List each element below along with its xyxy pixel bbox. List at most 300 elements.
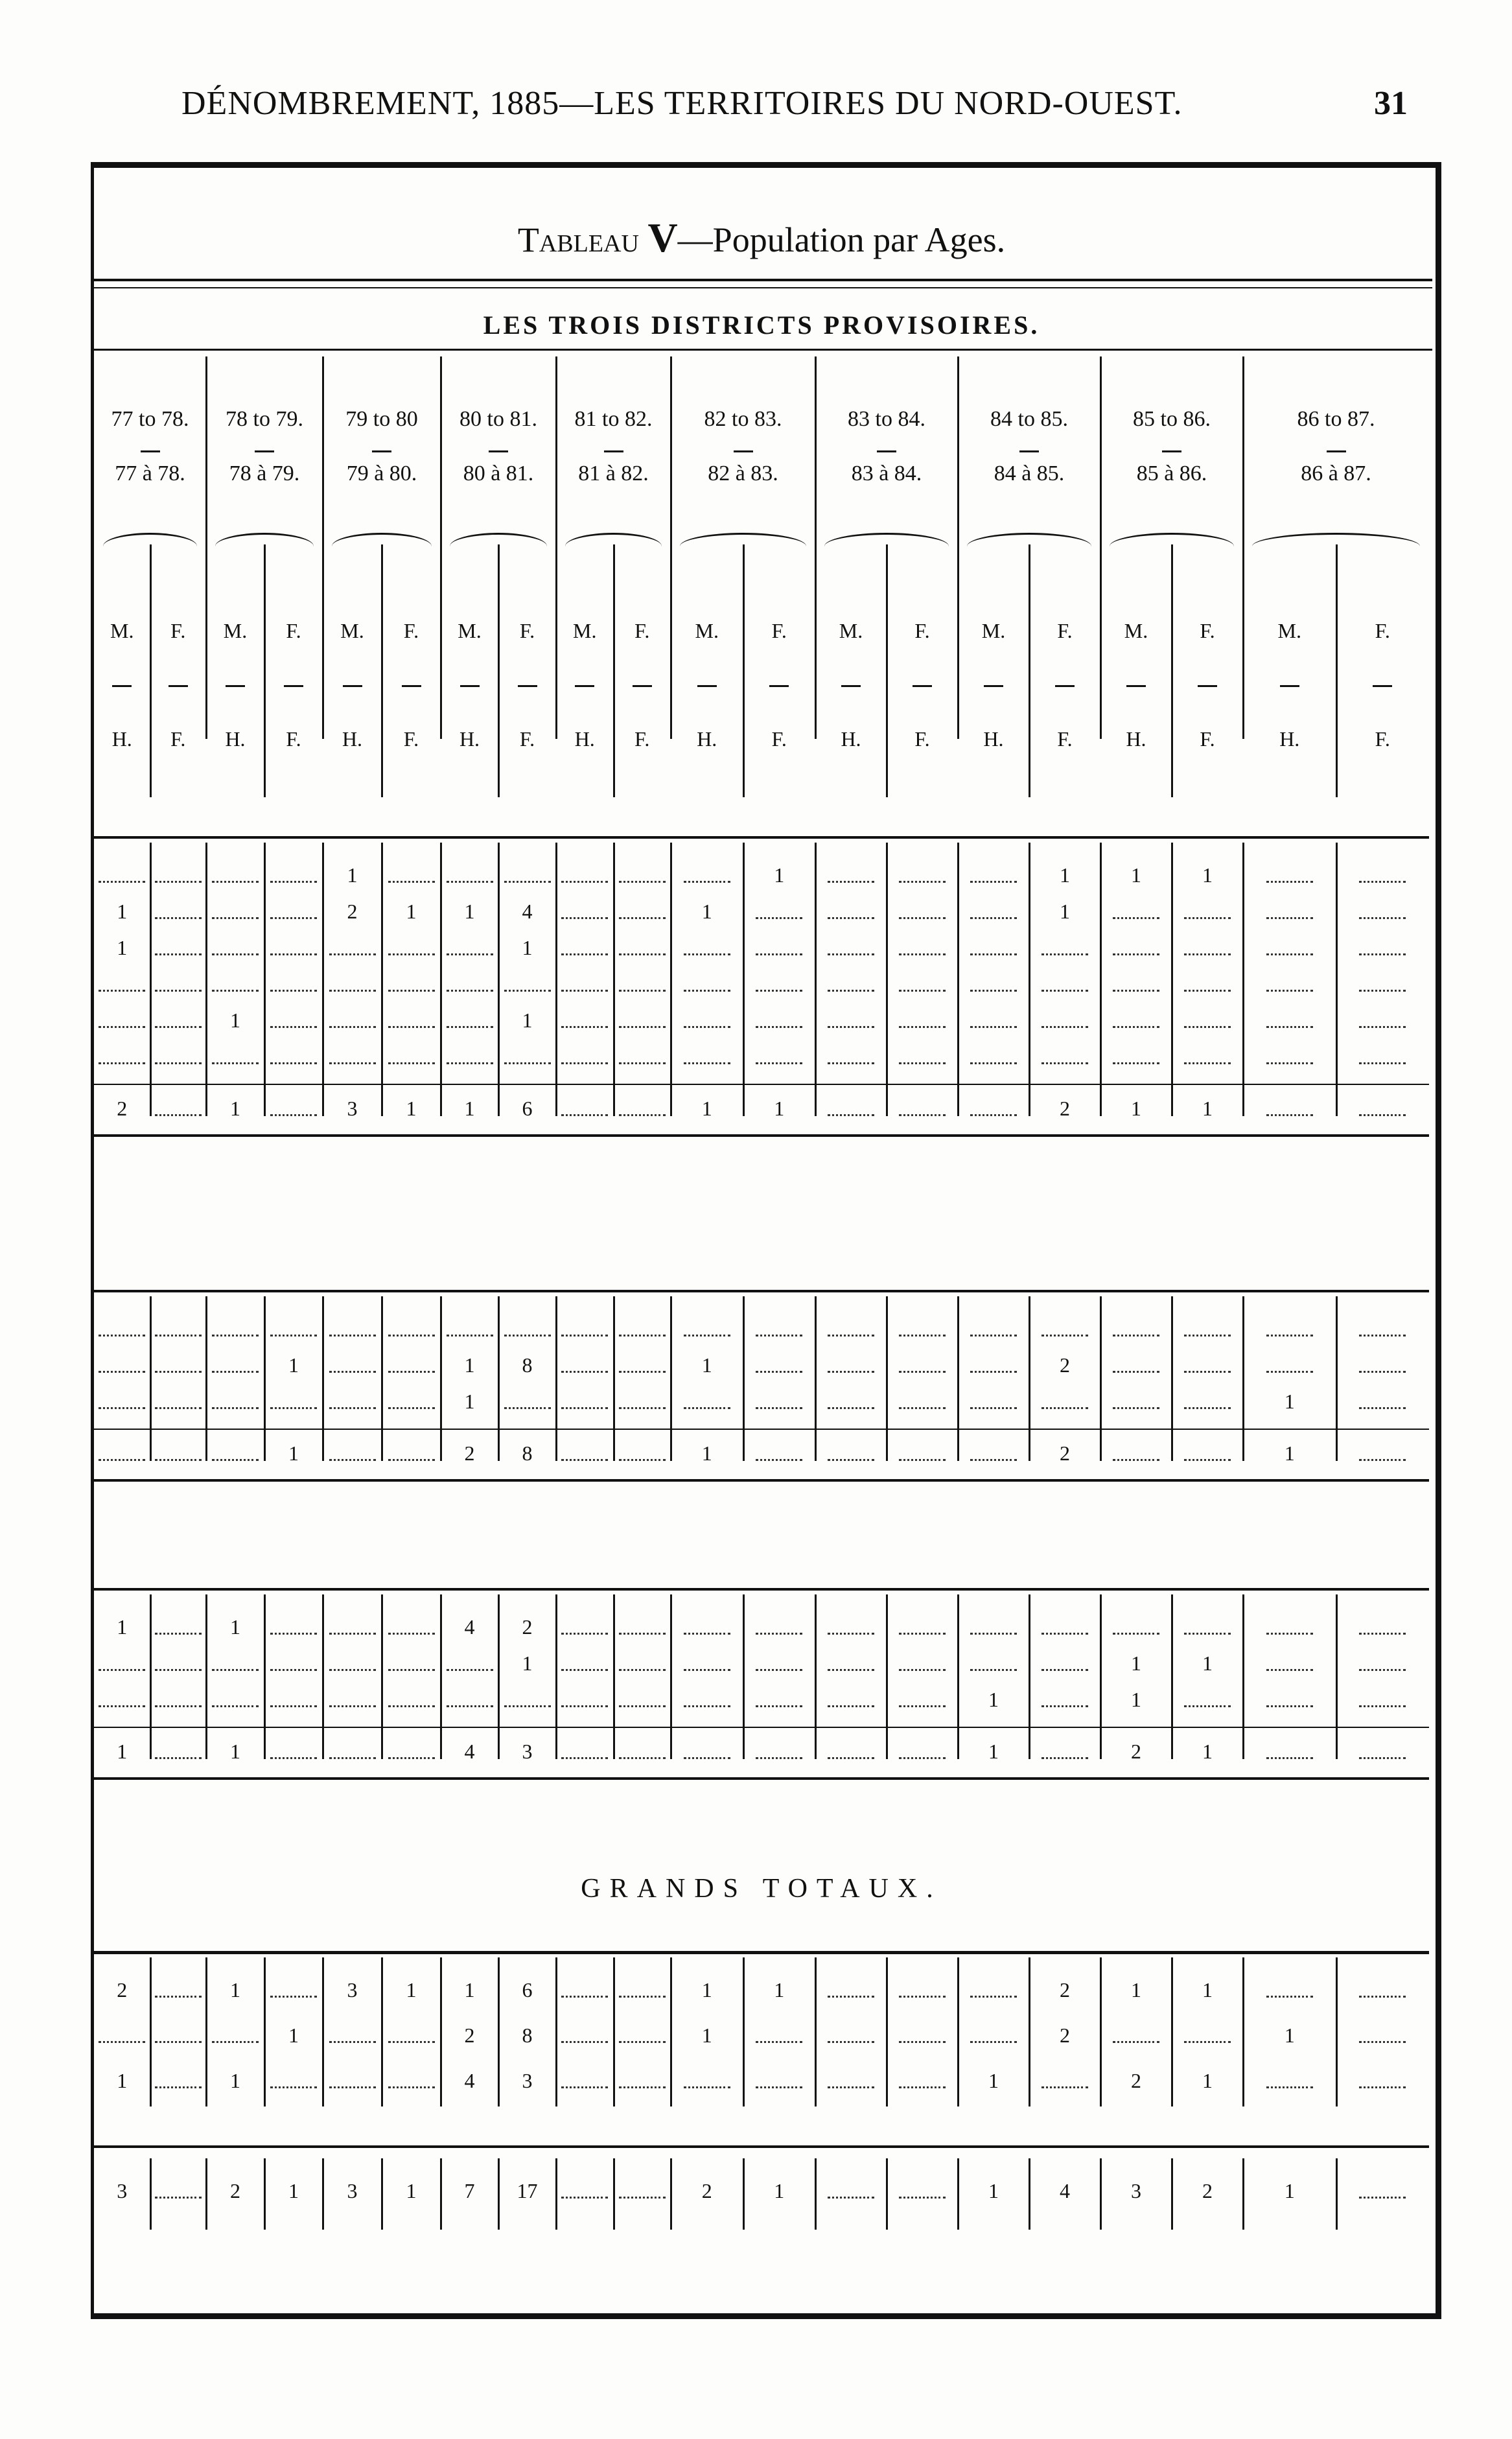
grand-cell: 2 (1131, 2069, 1141, 2092)
table-cell (323, 1007, 382, 1033)
header-dash (1162, 450, 1181, 452)
sex-label-fr: F. (1057, 727, 1073, 751)
subtotal-cell: 6 (522, 1097, 533, 1120)
table-cell (892, 1686, 952, 1712)
table-cell (1353, 1044, 1412, 1069)
sex-label-en: F. (1200, 619, 1215, 642)
table-cell (148, 1650, 208, 1676)
sex-label-en: M. (458, 619, 482, 642)
table-cell (677, 971, 737, 997)
column-line (1100, 1957, 1102, 2106)
table-cell (964, 1388, 1023, 1414)
column-line (1171, 2158, 1173, 2230)
table-cell (1178, 1388, 1237, 1414)
grand-total-cell: 7 (464, 2179, 475, 2202)
grand-cell (323, 2068, 382, 2094)
table-cell (264, 1316, 323, 1342)
sex-label-en: M. (223, 619, 248, 642)
table-cell (323, 935, 382, 961)
grand-total-cell: 1 (774, 2179, 785, 2202)
table-cell (892, 1352, 952, 1378)
subtotal-cell: 1 (406, 1097, 417, 1120)
table-cell (964, 1007, 1023, 1033)
table-cell (264, 1614, 323, 1640)
sex-label-en: M. (1124, 619, 1148, 642)
header-dash (255, 450, 274, 452)
grand-cell: 1 (701, 2024, 712, 2047)
column-line (1336, 1957, 1338, 2106)
grand-cell: 1 (230, 2069, 240, 2092)
table-cell (148, 1316, 208, 1342)
table-cell: 1 (1131, 1688, 1141, 1711)
table-cell: 1 (230, 1615, 240, 1639)
subtotal-cell: 1 (701, 1097, 712, 1120)
table-cell (1106, 971, 1166, 997)
header-dash (1019, 450, 1039, 452)
table-cell (323, 1614, 382, 1640)
column-line (743, 1594, 745, 1759)
sex-dash (518, 685, 537, 687)
sex-label-fr: H. (342, 727, 363, 751)
header-dash (1327, 450, 1346, 452)
table-cell (964, 1650, 1023, 1676)
table-cell (749, 1044, 809, 1069)
table-cell: 1 (1060, 863, 1070, 887)
section-rule (94, 836, 1429, 839)
subtotal-cell: 1 (1202, 1740, 1213, 1763)
subtotal-cell (964, 1440, 1023, 1466)
table-cell: 1 (464, 1353, 475, 1377)
table-cell (205, 898, 265, 924)
table-cell (382, 862, 441, 888)
table-cell (677, 1316, 737, 1342)
grand-cell (1035, 2068, 1095, 2094)
column-line (886, 843, 888, 1116)
sex-label-en: F. (170, 619, 186, 642)
table-cell: 1 (406, 900, 417, 923)
table-cell (1353, 862, 1412, 888)
table-cell (677, 1686, 737, 1712)
page-number: 31 (1374, 85, 1408, 122)
subtotal-rule (94, 1429, 1429, 1430)
column-line (886, 1957, 888, 2106)
grand-cell: 6 (522, 1978, 533, 2001)
grand-cell: 1 (1284, 2024, 1295, 2047)
grand-cell (892, 2022, 952, 2048)
grand-cell (555, 2068, 614, 2094)
table-cell (1106, 898, 1166, 924)
table-cell (612, 1044, 672, 1069)
subtotal-cell: 1 (1202, 1097, 1213, 1120)
grand-total-cell: 2 (701, 2179, 712, 2202)
table-cell (148, 1614, 208, 1640)
sex-label-fr: F. (519, 727, 535, 751)
grand-cell: 1 (774, 1978, 785, 2001)
grand-cell: 1 (406, 1978, 417, 2001)
sex-dash (1373, 685, 1392, 687)
grand-total-rule (94, 2145, 1429, 2148)
table-cell (612, 862, 672, 888)
header-dash (141, 450, 160, 452)
table-cell (1106, 1044, 1166, 1069)
sex-label-fr: H. (574, 727, 595, 751)
table-cell (323, 1044, 382, 1069)
table-cell (323, 1316, 382, 1342)
grand-cell (264, 1977, 323, 2003)
grand-total-cell: 4 (1060, 2179, 1070, 2202)
subtotal-cell: 1 (1131, 1097, 1141, 1120)
table-cell (677, 1007, 737, 1033)
table-cell (205, 1316, 265, 1342)
table-cell (1178, 935, 1237, 961)
column-line (1100, 843, 1102, 1116)
subtotal-cell (264, 1738, 323, 1764)
column-line (1242, 1957, 1244, 2106)
subtotal-cell: 1 (1284, 1441, 1295, 1465)
table-cell (555, 971, 614, 997)
grand-cell (964, 1977, 1023, 2003)
group-divider (957, 356, 959, 739)
table-cell (440, 971, 500, 997)
table-cell (148, 935, 208, 961)
section-end-rule (94, 1134, 1429, 1137)
sex-label-fr: F. (914, 727, 930, 751)
sex-divider (1171, 544, 1173, 797)
sex-dash (112, 685, 132, 687)
table-title-prefix: Tableau (517, 220, 639, 259)
table-cell (440, 935, 500, 961)
sex-dash (984, 685, 1003, 687)
subtotal-cell (382, 1738, 441, 1764)
table-cell (1035, 1316, 1095, 1342)
grand-cell (1106, 2022, 1166, 2048)
grand-cell: 1 (1202, 2069, 1213, 2092)
table-cell (148, 898, 208, 924)
subtotal-cell (264, 1095, 323, 1121)
subtotal-cell (205, 1440, 265, 1466)
table-cell (148, 862, 208, 888)
subtotal-cell (1106, 1440, 1166, 1466)
table-cell (821, 1650, 881, 1676)
column-line (957, 843, 959, 1116)
table-cell (440, 1686, 500, 1712)
subtotal-cell (1353, 1095, 1412, 1121)
column-line (1029, 1957, 1030, 2106)
sex-label-en: M. (981, 619, 1006, 642)
grand-total-cell: 2 (1202, 2179, 1213, 2202)
table-cell (1035, 1614, 1095, 1640)
table-cell (1035, 1044, 1095, 1069)
age-group-en: 80 to 81. (459, 407, 537, 431)
table-cell (612, 1614, 672, 1640)
grand-total-cell (1353, 2178, 1412, 2204)
title-rule-thin (91, 287, 1432, 288)
column-line (1336, 2158, 1338, 2230)
table-cell (1178, 1316, 1237, 1342)
grand-cell (1260, 1977, 1320, 2003)
grand-cell: 2 (1060, 1978, 1070, 2001)
table-cell (749, 1352, 809, 1378)
table-cell (440, 1007, 500, 1033)
grand-cell (148, 1977, 208, 2003)
table-cell: 1 (464, 1390, 475, 1413)
sex-label-en: F. (914, 619, 930, 642)
grand-cell: 1 (464, 1978, 475, 2001)
age-group-fr: 81 à 82. (578, 461, 649, 485)
age-group-fr: 80 à 81. (463, 461, 534, 485)
table-cell (323, 1352, 382, 1378)
subtotal-cell: 1 (774, 1097, 785, 1120)
sex-label-fr: F. (1200, 727, 1215, 751)
grand-cell (1353, 1977, 1412, 2003)
grand-total-cell (555, 2178, 614, 2204)
table-cell (1035, 1686, 1095, 1712)
table-cell (1035, 971, 1095, 997)
table-cell (498, 1316, 557, 1342)
grand-cell (205, 2022, 265, 2048)
table-cell (205, 935, 265, 961)
table-cell (92, 971, 152, 997)
sex-label-en: M. (839, 619, 863, 642)
sex-label-en: M. (1277, 619, 1301, 642)
table-cell (1178, 1686, 1237, 1712)
grand-total-cell: 3 (347, 2179, 358, 2202)
table-cell (323, 971, 382, 997)
sex-divider (1336, 544, 1338, 797)
subtotal-cell: 2 (117, 1097, 128, 1120)
subtotal-cell (323, 1440, 382, 1466)
column-line (1171, 1957, 1173, 2106)
grand-cell: 1 (117, 2069, 128, 2092)
sex-label-fr: F. (771, 727, 787, 751)
title-rule (91, 279, 1432, 281)
grand-rule (94, 1951, 1429, 1954)
grand-cell: 2 (464, 2024, 475, 2047)
table-cell (205, 971, 265, 997)
subtotal-cell: 1 (988, 1740, 999, 1763)
age-group-fr: 78 à 79. (229, 461, 300, 485)
grand-total-cell (821, 2178, 881, 2204)
table-cell (1106, 935, 1166, 961)
subtotal-cell: 1 (117, 1740, 128, 1763)
table-cell (821, 1316, 881, 1342)
group-divider (1242, 356, 1244, 739)
sex-dash (913, 685, 932, 687)
column-line (1100, 2158, 1102, 2230)
subtotal-cell (555, 1440, 614, 1466)
table-cell (677, 862, 737, 888)
grand-cell (892, 1977, 952, 2003)
subtotal-rule (94, 1084, 1429, 1085)
table-cell: 1 (522, 936, 533, 959)
sex-divider (886, 544, 888, 797)
grand-total-cell (892, 2178, 952, 2204)
table-cell (1260, 971, 1320, 997)
sex-label-en: F. (1057, 619, 1073, 642)
table-cell (964, 862, 1023, 888)
table-cell (555, 1614, 614, 1640)
subtotal-cell (892, 1738, 952, 1764)
table-cell: 1 (117, 1615, 128, 1639)
table-cell (382, 1044, 441, 1069)
table-cell (498, 971, 557, 997)
table-cell (821, 971, 881, 997)
table-cell (1353, 1352, 1412, 1378)
subtotal-cell (1353, 1440, 1412, 1466)
table-cell (498, 1388, 557, 1414)
table-cell: 1 (522, 1651, 533, 1675)
table-cell (612, 935, 672, 961)
table-cell (205, 862, 265, 888)
grand-cell: 1 (230, 1978, 240, 2001)
grand-total-cell: 3 (1131, 2179, 1141, 2202)
table-cell: 1 (117, 936, 128, 959)
sex-label-fr: F. (1375, 727, 1390, 751)
subtotal-cell: 2 (1060, 1097, 1070, 1120)
table-cell (892, 1007, 952, 1033)
grand-cell (677, 2068, 737, 2094)
table-cell (612, 1007, 672, 1033)
column-line (1171, 1594, 1173, 1759)
table-cell (1353, 1388, 1412, 1414)
sex-dash (633, 685, 652, 687)
grand-cell (555, 2022, 614, 2048)
table-cell (821, 1007, 881, 1033)
age-group-en: 81 to 82. (574, 407, 653, 431)
grand-cell (148, 2022, 208, 2048)
age-group-en: 84 to 85. (990, 407, 1068, 431)
header-dash (877, 450, 896, 452)
age-group-en: 79 to 80 (345, 407, 418, 431)
sex-dash (1055, 685, 1075, 687)
table-cell (749, 935, 809, 961)
table-cell (749, 1650, 809, 1676)
subtotal-cell (1260, 1095, 1320, 1121)
subtotal-cell (612, 1095, 672, 1121)
age-group-fr: 86 à 87. (1301, 461, 1371, 485)
table-cell (964, 971, 1023, 997)
table-cell (148, 1352, 208, 1378)
table-cell (555, 862, 614, 888)
column-line (1100, 1296, 1102, 1461)
group-divider (1100, 356, 1102, 739)
subtotal-cell (148, 1440, 208, 1466)
table-cell (92, 1352, 152, 1378)
sex-divider (613, 544, 615, 797)
grand-cell (821, 2068, 881, 2094)
grand-cell: 2 (117, 1978, 128, 2001)
table-cell: 1 (701, 900, 712, 923)
column-line (815, 1296, 817, 1461)
subtotal-cell (892, 1095, 952, 1121)
column-line (1242, 1594, 1244, 1759)
table-cell (264, 935, 323, 961)
grand-cell: 1 (701, 1978, 712, 2001)
header-dash (372, 450, 391, 452)
grand-cell: 2 (1060, 2024, 1070, 2047)
column-line (1029, 2158, 1030, 2230)
sex-dash (226, 685, 245, 687)
sex-label-en: M. (110, 619, 134, 642)
section-end-rule (94, 1479, 1429, 1482)
table-cell (892, 935, 952, 961)
table-cell: 1 (1131, 1651, 1141, 1675)
header-dash (604, 450, 623, 452)
table-cell: 1 (464, 900, 475, 923)
sex-dash (169, 685, 188, 687)
table-cell (1178, 1352, 1237, 1378)
table-cell: 1 (988, 1688, 999, 1711)
subtotal-cell: 4 (464, 1740, 475, 1763)
table-cell (323, 1650, 382, 1676)
table-cell (92, 1316, 152, 1342)
sex-label-fr: H. (111, 727, 132, 751)
table-cell (92, 1686, 152, 1712)
subtotal-cell: 1 (701, 1441, 712, 1465)
table-cell (148, 1686, 208, 1712)
table-cell (205, 1044, 265, 1069)
column-line (1029, 843, 1030, 1116)
group-divider (322, 356, 324, 739)
table-cell (1260, 1614, 1320, 1640)
table-cell (1035, 1650, 1095, 1676)
table-cell (1035, 935, 1095, 961)
column-line (886, 1594, 888, 1759)
sex-label-en: F. (771, 619, 787, 642)
table-cell (92, 1044, 152, 1069)
table-cell (498, 1686, 557, 1712)
subtotal-cell (148, 1095, 208, 1121)
sex-label-en: F. (403, 619, 419, 642)
grand-cell: 8 (522, 2024, 533, 2047)
grand-cell: 3 (522, 2069, 533, 2092)
table-cell (555, 898, 614, 924)
table-cell (382, 1007, 441, 1033)
sex-label-fr: H. (1279, 727, 1300, 751)
table-cell (382, 1686, 441, 1712)
table-cell: 4 (522, 900, 533, 923)
grand-cell (749, 2022, 809, 2048)
table-cell (1106, 1388, 1166, 1414)
table-cell: 1 (522, 1009, 533, 1032)
table-cell (382, 971, 441, 997)
sex-dash (1280, 685, 1299, 687)
age-group-fr: 83 à 84. (851, 461, 922, 485)
age-group-en: 85 to 86. (1133, 407, 1211, 431)
grand-total-cell: 1 (406, 2179, 417, 2202)
table-cell (964, 1614, 1023, 1640)
table-cell (964, 898, 1023, 924)
grand-total-cell: 1 (1284, 2179, 1295, 2202)
age-group-en: 78 to 79. (226, 407, 303, 431)
subtotal-cell (323, 1738, 382, 1764)
subtotal-cell: 3 (522, 1740, 533, 1763)
table-cell (264, 1044, 323, 1069)
table-cell (892, 1650, 952, 1676)
table-cell (555, 1352, 614, 1378)
table-cell: 2 (522, 1615, 533, 1639)
section-rule (94, 1290, 1429, 1292)
column-line (1336, 1594, 1338, 1759)
subtotal-cell (1260, 1738, 1320, 1764)
sex-label-fr: H. (459, 727, 480, 751)
grand-cell (892, 2068, 952, 2094)
subtotal-cell: 2 (464, 1441, 475, 1465)
subtotal-cell (1353, 1738, 1412, 1764)
column-line (1242, 1296, 1244, 1461)
grand-cell: 1 (288, 2024, 299, 2047)
table-cell (612, 1352, 672, 1378)
